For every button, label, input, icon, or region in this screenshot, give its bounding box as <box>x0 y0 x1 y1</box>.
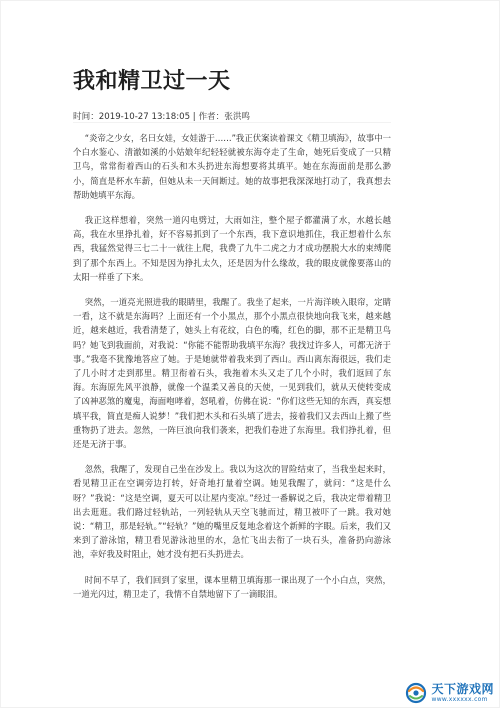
paragraph-3: 突然，一道亮光照进我的眼睛里，我醒了。我坐了起来，一片海洋映入眼帘，定睛一看，这不就是东海吗？上面还有一个小黑点，那个小黑点很快地向我飞来，越来越近，越来越近，我看清楚了，她头上有花纹，白色的嘴，红色的脚，那不正是精卫鸟吗？她飞到我面前，对我说：“你能不能帮助我填平东海？我找过许多人，可都无济于事。”我毫不犹豫地答应了她。于是她就带着我来到了西山。西山离东海很远，我们走了几小时才走到那里。精卫衔着石头，我拖着木头又走了几个小时，我们返回了东海。东海原先风平浪静，就像一个温柔又善良的天使，一见到我们，就从天使转变成了凶神恶煞的魔鬼，海面咆哮着，怒吼着，仿佛在说：“你们这些无知的东西，真妄想填平我，简直是痴人说梦！”我们把木头和石头填了进去，接着我们又去西山上搬了些重物扔了进去。忽然，一阵巨浪向我们袭来，把我们卷进了东海里。我们挣扎着，但还是无济于事。 <box>73 297 391 450</box>
paragraph-2: 我正这样想着，突然一道闪电劈过，大雨如注，整个屋子都灌满了水，水越长越高，我在水里挣扎着，好不容易抓到了一个东西，我下意识地抓住，我正想着什么东西，我猛然觉得三七二十一就往上爬，我费了九牛二虎之力才成功摆脱大水的束缚爬到了那个东西上。不知是因为挣扎太久，还是因为什么缘故，我的眼皮就像要落山的太阳一样垂了下来。 <box>73 215 391 282</box>
paragraph-1: “炎帝之少女，名曰女娃，女娃游于……”我正伏案读着课文《精卫填海》，故事中一个白水鉴心、清澈如溪的小姑娘年纪轻轻就被东海夺走了生命，她死后变成了一只精卫鸟，常常衔着西山的石头和木头扔进东海想要将其填平。她在东海面前是那么渺小，简直是杯水车薪，但她从未一天间断过。她的故事把我深深地打动了，我真想去帮助她填平东海。 <box>73 133 391 200</box>
time-label: 时间： <box>73 112 99 122</box>
article-meta <box>73 110 250 122</box>
site-watermark-logo <box>404 682 494 704</box>
article-title: 我和精卫过一天 <box>73 69 231 94</box>
time-value: 2019-10-27 13:18:05 <box>98 112 191 122</box>
watermark-text <box>431 683 494 703</box>
author-value[interactable]: 张洪鸣 <box>224 112 251 122</box>
meta-separator: | <box>190 112 199 122</box>
watermark-url: www.xxxxxx.com <box>431 696 488 703</box>
watermark-badge-icon <box>404 682 428 704</box>
paragraph-5: 时间不早了，我们回到了家里，课本里精卫填海那一课出现了一个小白点，突然，一道光闪过，精卫走了，我情不自禁地留下了一滴眼泪。 <box>73 574 391 599</box>
meta-divider <box>73 122 391 123</box>
article-body <box>73 131 391 612</box>
paragraph-4: 忽然，我醒了，发现自己坐在沙发上。我以为这次的冒险结束了，当我坐起来时，看见精卫正在空调旁边打转，好奇地打量着空调。她见我醒了，就问：“这是什么呀？”我说：“这是空调，夏天可以让屋内变凉。”经过一番解说之后，我决定带着精卫出去逛逛。我们路过轻轨站，一列轻轨从天空飞驰而过，精卫被吓了一跳。我对她说：“精卫，那是轻轨。”“轻轨？”她的嘴里反复地念着这个新鲜的字眼。后来，我们又来到了游泳馆，精卫看见游泳池里的水，急忙飞出去衔了一块石头，准备扔向游泳池，幸好我及时阻止，她才没有把石头扔进去。 <box>73 464 391 560</box>
author-label: 作者： <box>198 112 225 122</box>
watermark-name: 天下游戏网 <box>431 682 494 696</box>
